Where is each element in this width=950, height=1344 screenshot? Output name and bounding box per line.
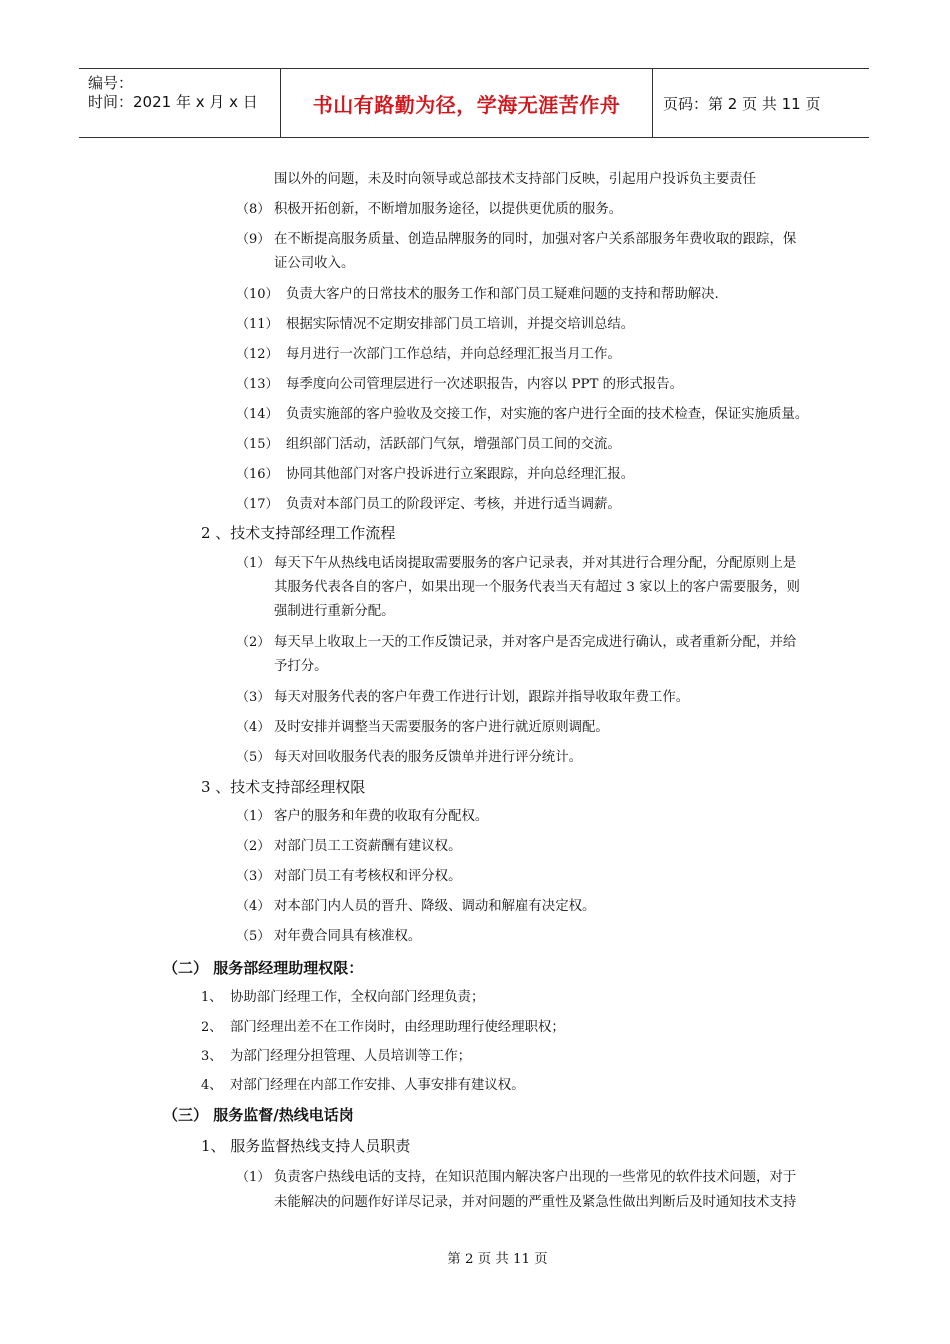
- list-item-text: 对年费合同具有核准权。: [274, 929, 422, 944]
- list-number: （12）: [236, 347, 279, 362]
- part-heading: （二） 服务部经理助理权限：: [163, 959, 364, 977]
- header-info-cell: [79, 69, 281, 137]
- page-number-cell: [653, 69, 869, 137]
- section-heading: 2 、技术支持部经理工作流程: [201, 524, 396, 542]
- list-item-text: 每季度向公司管理层进行一次述职报告，内容以 PPT 的形式报告。: [286, 377, 684, 392]
- list-number: 3、: [201, 1049, 223, 1064]
- list-number: （8）: [236, 202, 271, 217]
- list-item-text: 客户的服务和年费的收取有分配权。: [274, 809, 489, 824]
- list-item-text: 对部门员工工资薪酬有建议权。: [274, 839, 462, 854]
- page-footer: 第 2 页 共 11 页: [447, 1252, 548, 1267]
- list-item-text: 每天对回收服务代表的服务反馈单并进行评分统计。: [274, 750, 582, 765]
- section-heading: 3 、技术支持部经理权限: [201, 778, 366, 796]
- list-number: （16）: [236, 467, 279, 482]
- list-number: （4）: [236, 899, 271, 914]
- list-item-text: 每天对服务代表的客户年费工作进行计划，跟踪并指导收取年费工作。: [274, 690, 690, 705]
- list-item-text: 部门经理出差不在工作岗时，由经理助理行使经理职权；: [230, 1020, 565, 1035]
- motto: 书山有路勤为径，学海无涯苦作舟: [312, 92, 621, 117]
- document-date: 时间：2021 年 x 月 x 日: [88, 93, 258, 111]
- list-item-text: 协同其他部门对客户投诉进行立案跟踪，并向总经理汇报。: [286, 467, 635, 482]
- document-code: 编号：: [88, 74, 134, 92]
- list-item-text: 每天早上收取上一天的工作反馈记录，并对客户是否完成进行确认，或者重新分配，并给: [274, 635, 797, 650]
- list-item-text: 为部门经理分担管理、人员培训等工作；: [230, 1049, 472, 1064]
- list-number: （5）: [236, 929, 271, 944]
- list-number: （4）: [236, 720, 271, 735]
- list-item-text: 负责实施部的客户验收及交接工作，对实施的客户进行全面的技术检查，保证实施质量。: [286, 407, 809, 422]
- list-number: （14）: [236, 407, 279, 422]
- section-heading: 1、 服务监督热线支持人员职责: [201, 1137, 411, 1155]
- list-item-text: 协助部门经理工作，全权向部门经理负责；: [230, 990, 485, 1005]
- list-item-text: 每天下午从热线电话岗提取需要服务的客户记录表，并对其进行合理分配，分配原则上是: [274, 556, 797, 571]
- list-item-text: 负责大客户的日常技术的服务工作和部门员工疑难问题的支持和帮助解决.: [286, 287, 719, 302]
- list-number: （10）: [236, 287, 279, 302]
- list-number: （9）: [236, 232, 271, 247]
- list-number: （3）: [236, 869, 271, 884]
- list-item-text: 未能解决的问题作好详尽记录，并对问题的严重性及紧急性做出判断后及时通知技术支持: [274, 1195, 797, 1210]
- list-item-text: 对部门员工有考核权和评分权。: [274, 869, 462, 884]
- header-table: [79, 68, 869, 138]
- list-item-text: 予打分。: [274, 659, 328, 674]
- list-item-text: 对本部门内人员的晋升、降级、调动和解雇有决定权。: [274, 899, 596, 914]
- list-item-text: 积极开拓创新，不断增加服务途径，以提供更优质的服务。: [274, 202, 623, 217]
- list-number: 2、: [201, 1020, 223, 1035]
- list-item-text: 强制进行重新分配。: [274, 604, 395, 619]
- list-number: （15）: [236, 437, 279, 452]
- motto-cell: [281, 69, 653, 137]
- list-number: 1、: [201, 990, 223, 1005]
- list-item-text: 证公司收入。: [274, 256, 355, 271]
- list-number: （13）: [236, 377, 279, 392]
- list-number: （5）: [236, 750, 271, 765]
- list-number: 4、: [201, 1078, 223, 1093]
- list-number: （1）: [236, 809, 271, 824]
- list-number: （3）: [236, 690, 271, 705]
- list-item-text: 及时安排并调整当天需要服务的客户进行就近原则调配。: [274, 720, 609, 735]
- list-item-text: 组织部门活动，活跃部门气氛，增强部门员工间的交流。: [286, 437, 621, 452]
- list-number: （2）: [236, 839, 271, 854]
- list-number: （17）: [236, 497, 279, 512]
- header-page-number: 页码：第 2 页 共 11 页: [663, 94, 821, 113]
- list-item-text: 其服务代表各自的客户，如果出现一个服务代表当天有超过 3 家以上的客户需要服务，则: [274, 580, 800, 595]
- list-number: （1）: [236, 1170, 271, 1185]
- list-number: （2）: [236, 635, 271, 650]
- list-number: （11）: [236, 317, 279, 332]
- continuation-text: 围以外的问题，未及时向领导或总部技术支持部门反映，引起用户投诉负主要责任: [274, 172, 757, 187]
- part-heading: （三） 服务监督/热线电话岗: [163, 1106, 354, 1124]
- list-item-text: 对部门经理在内部工作安排、人事安排有建议权。: [230, 1078, 525, 1093]
- list-item-text: 负责对本部门员工的阶段评定、考核，并进行适当调薪。: [286, 497, 621, 512]
- list-item-text: 根据实际情况不定期安排部门员工培训，并提交培训总结。: [286, 317, 635, 332]
- list-number: （1）: [236, 556, 271, 571]
- list-item-text: 负责客户热线电话的支持，在知识范围内解决客户出现的一些常见的软件技术问题，对于: [274, 1170, 797, 1185]
- list-item-text: 在不断提高服务质量、创造品牌服务的同时，加强对客户关系部服务年费收取的跟踪，保: [274, 232, 797, 247]
- list-item-text: 每月进行一次部门工作总结，并向总经理汇报当月工作。: [286, 347, 621, 362]
